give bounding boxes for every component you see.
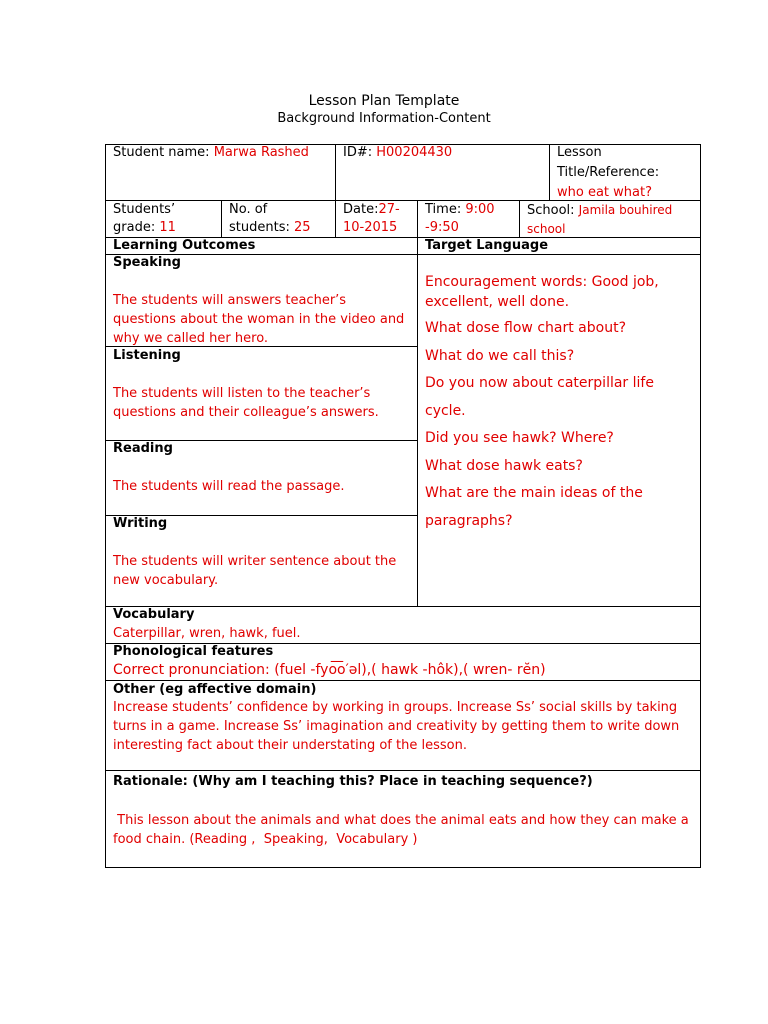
student-name-label: Student name: — [113, 145, 214, 160]
listening-heading: Listening — [113, 348, 181, 363]
grade-value: 11 — [159, 220, 176, 235]
lesson-title-value: who eat what? — [557, 185, 652, 200]
learning-outcomes-heading: Learning Outcomes — [113, 238, 256, 253]
vocabulary-text: Caterpillar, wren, hawk, fuel. — [113, 626, 301, 641]
school-value: Jamila bouhired school — [527, 203, 673, 236]
student-name-cell — [113, 143, 333, 162]
grade-label: Students’ grade: — [113, 202, 176, 235]
time-value: 9:00 -9:50 — [425, 202, 495, 235]
time-label: Time: — [425, 202, 466, 217]
page-title: Lesson Plan Template — [308, 93, 460, 109]
divider — [335, 144, 336, 237]
date-cell — [343, 201, 417, 237]
other-text: Increase students’ confidence by working in groups. Increase Ss’ social skills by taking turns in a game. Increase Ss’ imagination and creativity by getting them to write down interesting fact about their understating of the lesson. — [113, 700, 680, 753]
school-label: School: — [527, 203, 579, 218]
target-language-line: Encouragement words: Good job, excellent, well done. — [425, 274, 659, 310]
target-language-heading: Target Language — [425, 238, 549, 253]
rationale-text: This lesson about the animals and what does the animal eats and how they can make a food chain. (Reading , Speaking, Vocabulary ) — [113, 813, 693, 847]
speaking-text: The students will answers teacher’s questions about the woman in the video and why we called her hero. — [113, 293, 405, 346]
divider — [519, 200, 520, 237]
target-language-line: Do you now about caterpillar life cycle. — [425, 375, 654, 419]
student-name-value: Marwa Rashed — [213, 145, 309, 160]
page-subtitle: Background Information-Content — [277, 111, 491, 126]
student-id-cell — [343, 143, 543, 162]
vocabulary-heading: Vocabulary — [113, 607, 195, 622]
target-language-line: What dose flow chart about? — [425, 320, 626, 336]
writing-heading: Writing — [113, 516, 168, 531]
num-students-value: 25 — [293, 220, 311, 235]
divider — [105, 770, 701, 771]
grade-cell — [113, 201, 221, 237]
target-language-line: What do we call this? — [425, 347, 575, 364]
writing-text: The students will writer sentence about the new vocabulary. — [113, 554, 397, 588]
target-language-line: What are the main ideas of the paragraphs? — [425, 485, 643, 529]
divider — [549, 144, 550, 201]
date-value: 27-10-2015 — [343, 202, 400, 235]
student-id-label: ID#: — [343, 145, 377, 160]
num-students-cell — [229, 201, 329, 237]
target-language-line: What dose hawk eats? — [425, 457, 583, 474]
phonological-text: Correct pronunciation: (fuel -fyo͞o′əl),( hawk -hôk),( wren- rĕn) — [113, 662, 546, 678]
date-label: Date: — [343, 202, 379, 217]
num-students-label: No. of students: — [229, 202, 294, 235]
reading-text: The students will read the passage. — [113, 479, 345, 494]
lesson-title-label: Lesson Title/Reference: — [557, 145, 660, 180]
speaking-heading: Speaking — [113, 255, 181, 270]
school-cell — [527, 201, 697, 239]
student-id-value: H00204430 — [376, 145, 453, 160]
listening-text: The students will listen to the teacher’s questions and their colleague’s answers. — [113, 386, 379, 420]
rationale-heading: Rationale: (Why am I teaching this? Place in teaching sequence?) — [113, 774, 593, 789]
time-cell — [425, 201, 517, 237]
divider — [221, 200, 222, 237]
divider — [417, 200, 418, 606]
reading-heading: Reading — [113, 441, 173, 456]
lesson-title-cell — [557, 143, 697, 203]
target-language-list — [425, 272, 697, 535]
phonological-heading: Phonological features — [113, 644, 274, 659]
other-heading: Other (eg affective domain) — [113, 682, 317, 697]
target-language-line: Did you see hawk? Where? — [425, 430, 614, 446]
